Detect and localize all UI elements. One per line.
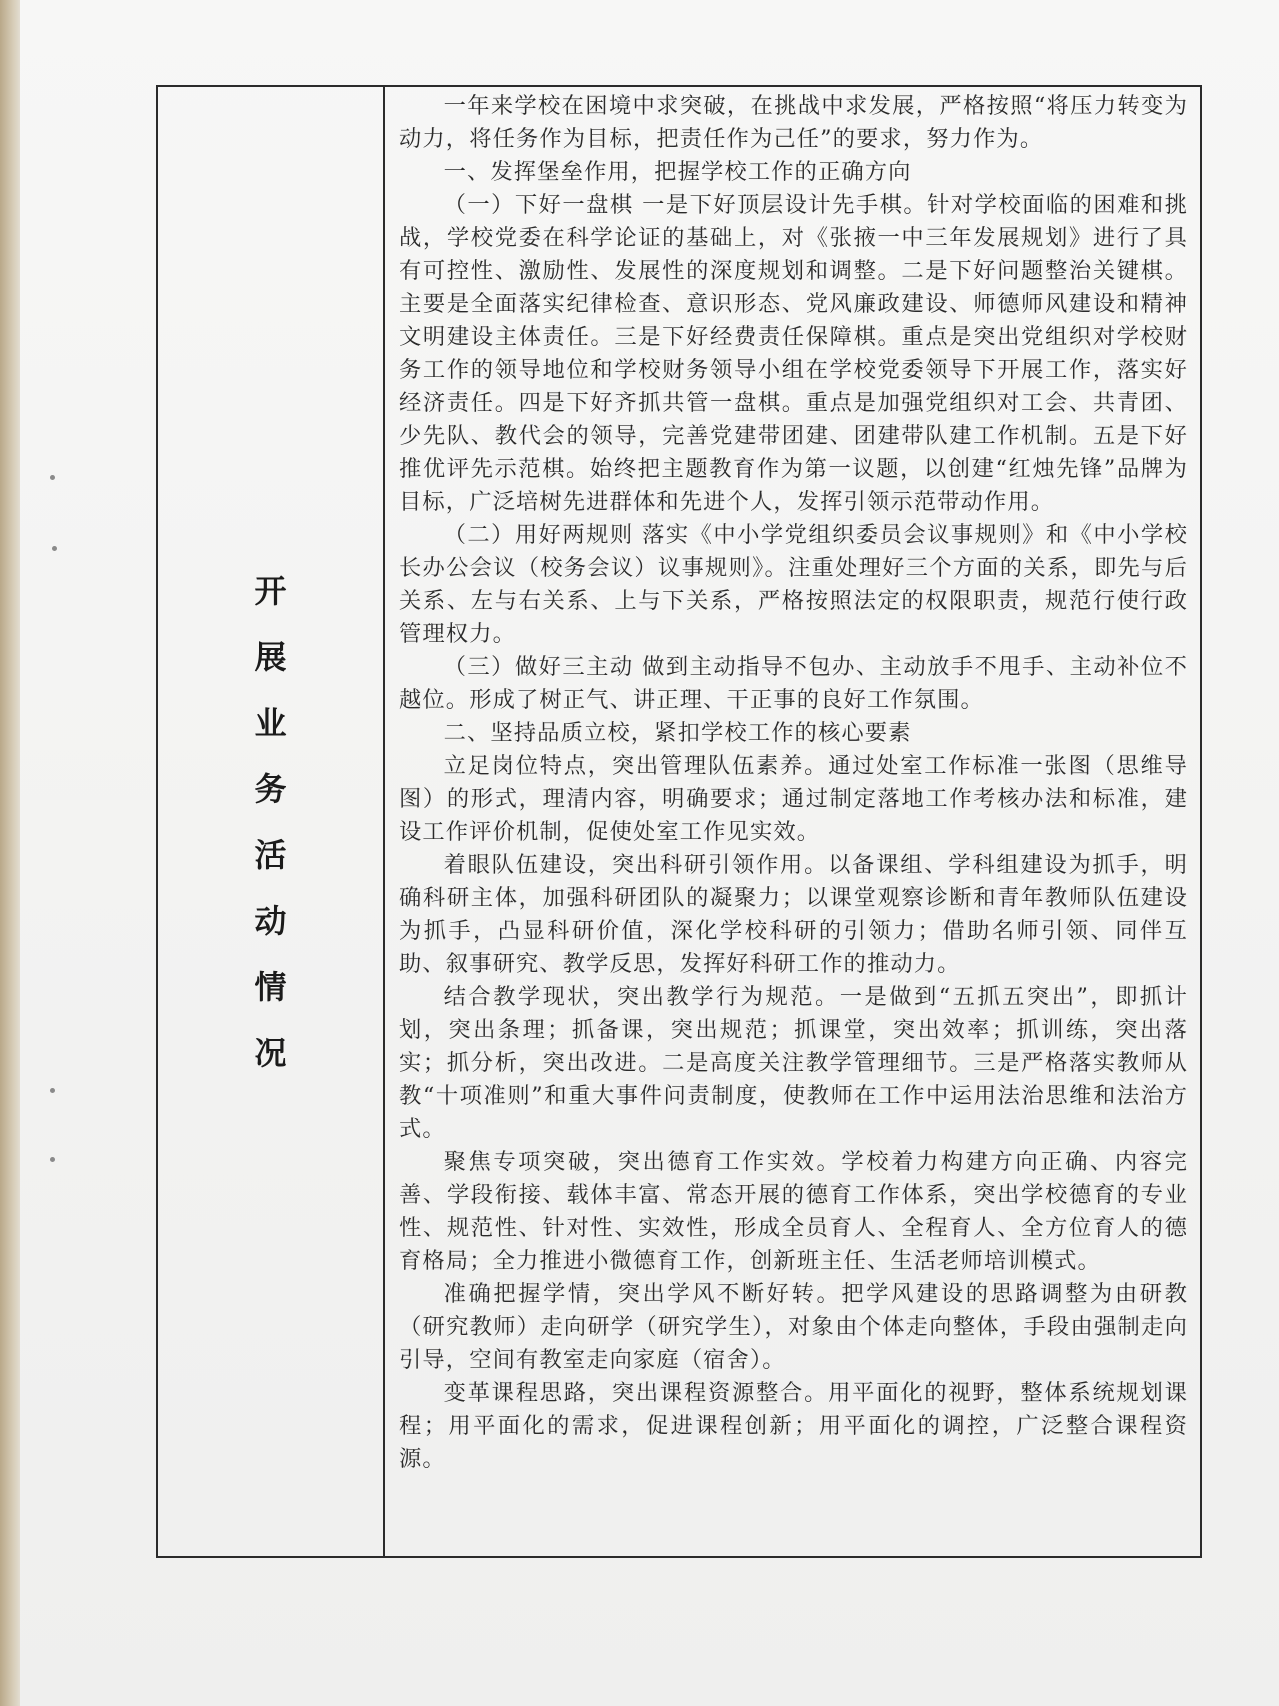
section-heading-1: 一、发挥堡垒作用，把握学校工作的正确方向 xyxy=(443,159,912,185)
content-cell xyxy=(385,87,1200,1556)
row-label-char: 况 xyxy=(254,1033,287,1072)
document-page xyxy=(20,0,1279,1706)
binding-hole xyxy=(50,1088,55,1093)
adjacent-page-edge xyxy=(0,0,22,1706)
row-label-char: 动 xyxy=(254,901,287,940)
paragraph: （三）做好三主动 做到主动指导不包办、主动放手不甩手、主动补位不越位。形成了树正气、讲正理、干正事的良好工作氛围。 xyxy=(399,654,1188,713)
paragraph: 聚焦专项突破，突出德育工作实效。学校着力构建方向正确、内容完善、学段衔接、载体丰富、常态开展的德育工作体系，突出学校德育的专业性、规范性、针对性、实效性，形成全员育人、全程育人、全方位育人的德育格局；全力推进小微德育工作，创新班主任、生活老师培训模式。 xyxy=(399,1149,1188,1274)
row-label-cell xyxy=(158,87,385,1556)
paragraph: 着眼队伍建设，突出科研引领作用。以备课组、学科组建设为抓手，明确科研主体，加强科研团队的凝聚力；以课堂观察诊断和青年教师队伍建设为抓手，凸显科研价值，深化学校科研的引领力；借助名师引领、同伴互助、叙事研究、教学反思，发挥好科研工作的推动力。 xyxy=(399,852,1188,977)
row-label-char: 情 xyxy=(254,967,287,1006)
section-heading-2: 二、坚持品质立校，紧扣学校工作的核心要素 xyxy=(443,720,912,746)
row-label-char: 务 xyxy=(254,769,287,808)
paragraph: 立足岗位特点，突出管理队伍素养。通过处室工作标准一张图（思维导图）的形式，理清内容，明确要求；通过制定落地工作考核办法和标准，建设工作评价机制，促使处室工作见实效。 xyxy=(399,753,1188,845)
binding-hole xyxy=(50,475,55,480)
paragraph: 结合教学现状，突出教学行为规范。一是做到“五抓五突出”，即抓计划，突出条理；抓备课，突出规范；抓课堂，突出效率；抓训练，突出落实；抓分析，突出改进。二是高度关注教学管理细节。三是严格落实教师从教“十项准则”和重大事件问责制度，使教师在工作中运用法治思维和法治方式。 xyxy=(399,984,1188,1142)
paragraph: 变革课程思路，突出课程资源整合。用平面化的视野，整体系统规划课程；用平面化的需求，促进课程创新；用平面化的调控，广泛整合课程资源。 xyxy=(399,1380,1188,1472)
binding-hole xyxy=(50,1157,55,1162)
paragraph-intro: 一年来学校在困境中求突破，在挑战中求发展，严格按照“将压力转变为动力，将任务作为目标，把责任作为己任”的要求，努力作为。 xyxy=(399,93,1188,152)
report-table xyxy=(156,85,1202,1558)
paragraph: （二）用好两规则 落实《中小学党组织委员会议事规则》和《中小学校长办公会议（校务会议）议事规则》。注重处理好三个方面的关系，即先与后关系、左与右关系、上与下关系，严格按照法定的权限职责，规范行使行政管理权力。 xyxy=(399,522,1188,647)
row-label-char: 开 xyxy=(254,571,287,610)
row-label-char: 展 xyxy=(254,637,287,676)
row-label-char: 业 xyxy=(254,703,287,742)
paragraph: 准确把握学情，突出学风不断好转。把学风建设的思路调整为由研教（研究教师）走向研学（研究学生），对象由个体走向整体，手段由强制走向引导，空间有教室走向家庭（宿舍）。 xyxy=(399,1281,1188,1373)
row-label-char: 活 xyxy=(254,835,287,874)
paragraph: （一）下好一盘棋 一是下好顶层设计先手棋。针对学校面临的困难和挑战，学校党委在科学论证的基础上，对《张掖一中三年发展规划》进行了具有可控性、激励性、发展性的深度规划和调整。二是下好问题整治关键棋。主要是全面落实纪律检查、意识形态、党风廉政建设、师德师风建设和精神文明建设主体责任。三是下好经费责任保障棋。重点是突出党组织对学校财务工作的领导地位和学校财务领导小组在学校党委领导下开展工作，落实好经济责任。四是下好齐抓共管一盘棋。重点是加强党组织对工会、共青团、少先队、教代会的领导，完善党建带团建、团建带队建工作机制。五是下好推优评先示范棋。始终把主题教育作为第一议题，以创建“红烛先锋”品牌为目标，广泛培树先进群体和先进个人，发挥引领示范带动作用。 xyxy=(399,192,1188,515)
binding-hole xyxy=(52,546,57,551)
